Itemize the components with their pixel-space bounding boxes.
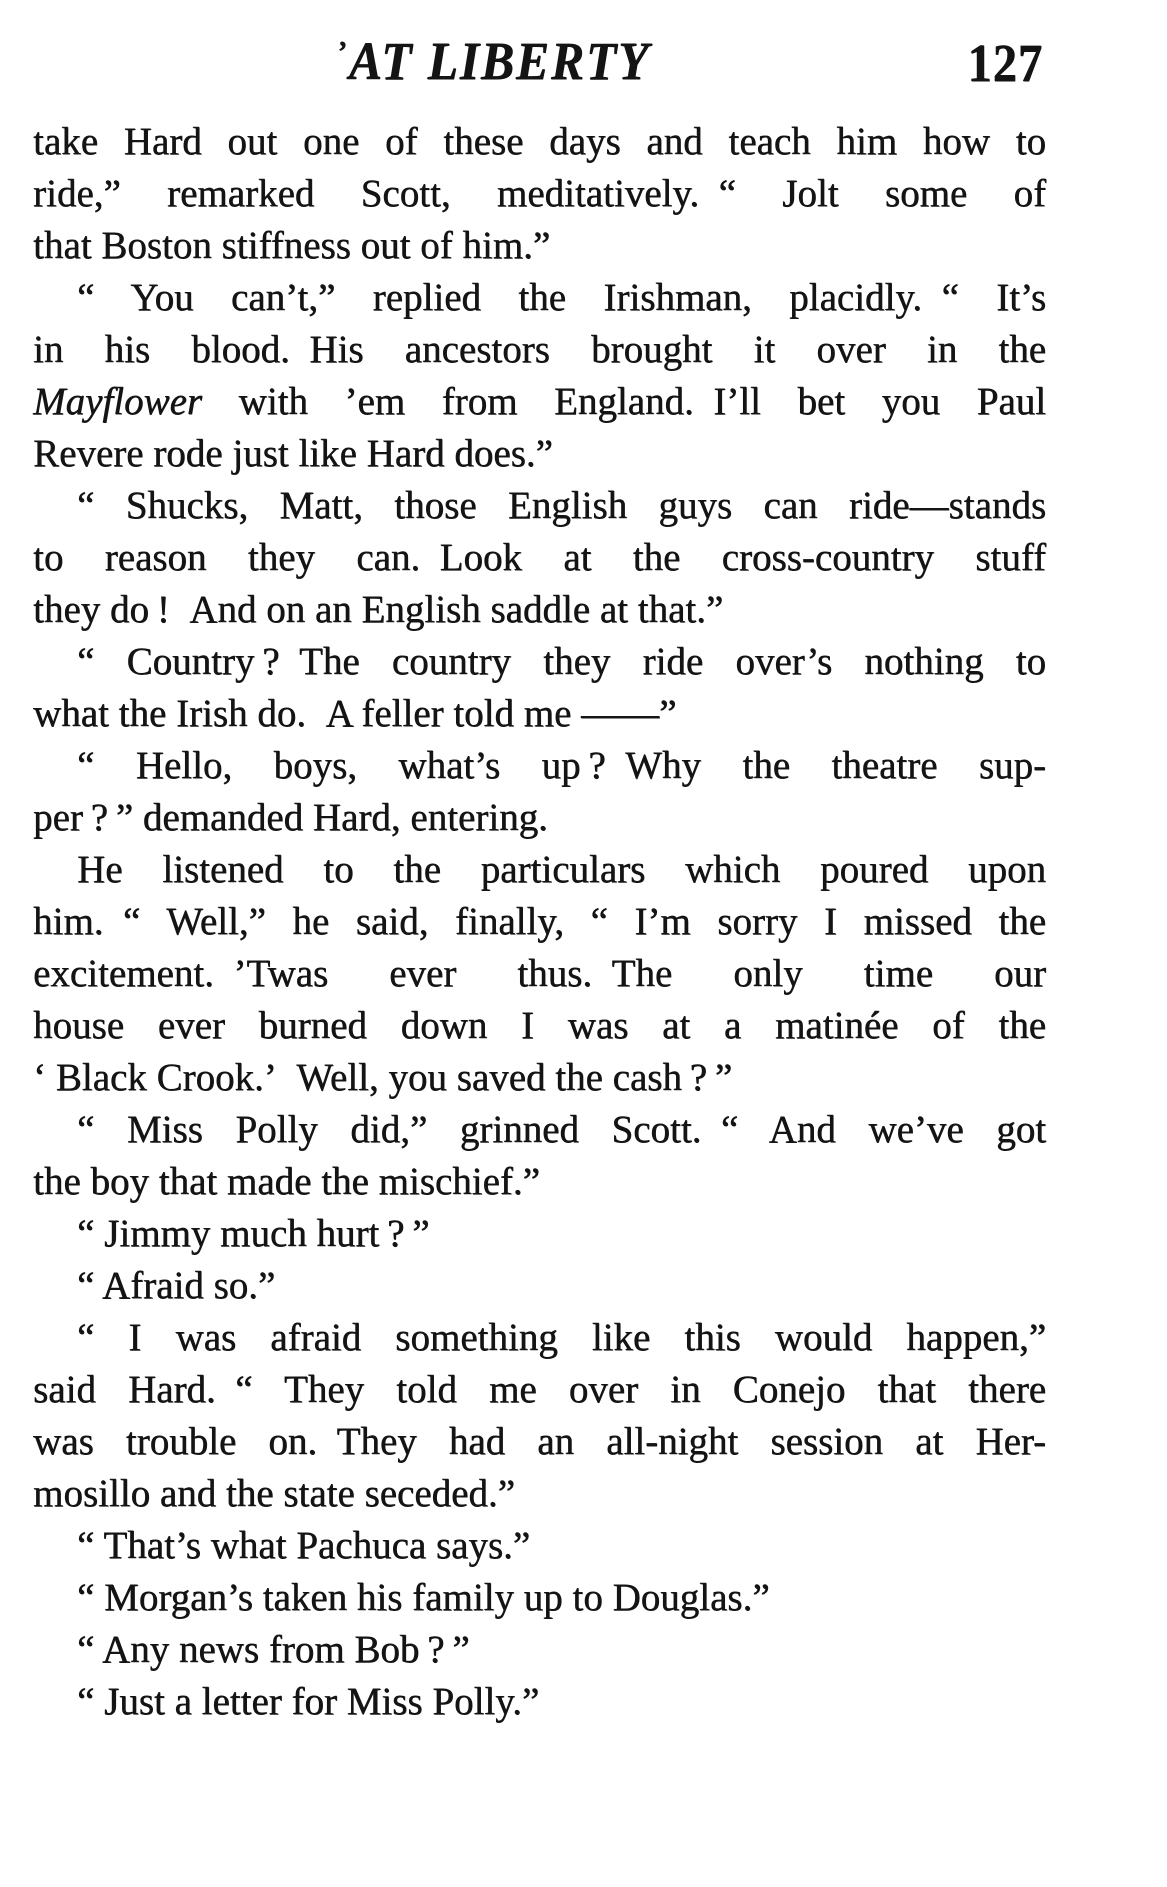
text-segment: was trouble on. They had an all-night session at Her-	[33, 1420, 1046, 1463]
text-segment: “ Afraid so.”	[77, 1264, 276, 1307]
text-segment: ‘ Black Crook.’ Well, you saved the cash ? ”	[33, 1056, 733, 1099]
paragraph	[33, 1208, 1046, 1260]
text-line	[33, 636, 1046, 688]
text-line	[33, 480, 1046, 532]
running-head-title-text: AT LIBERTY	[348, 31, 651, 91]
text-line	[33, 948, 1046, 1000]
paragraph	[33, 272, 1046, 480]
text-segment: Revere rode just like Hard does.”	[33, 432, 553, 475]
text-segment: per ? ” demanded Hard, entering.	[33, 796, 548, 839]
text-line	[33, 116, 1046, 168]
text-segment: “ Shucks, Matt, those English guys can ride—stands	[77, 484, 1046, 527]
page-number: 127	[967, 33, 1043, 93]
text-segment: “ You can’t,” replied the Irishman, placidly. “ It’s	[77, 276, 1046, 319]
text-segment: in his blood. His ancestors brought it over in the	[33, 328, 1046, 371]
italic-text: Mayflower	[33, 380, 202, 423]
text-line	[33, 532, 1046, 584]
text-segment: said Hard. “ They told me over in Conejo that there	[33, 1368, 1046, 1411]
text-segment: excitement. ’Twas ever thus. The only time our	[33, 952, 1046, 995]
text-segment: “ That’s what Pachuca says.”	[77, 1524, 531, 1567]
paragraph	[33, 1260, 1046, 1312]
text-line	[33, 688, 1046, 740]
text-line	[33, 1676, 1046, 1728]
text-line	[33, 1624, 1046, 1676]
text-segment: “ Jimmy much hurt ? ”	[77, 1212, 430, 1255]
text-line	[33, 168, 1046, 220]
text-segment: “ Country ? The country they ride over’s nothing to	[77, 640, 1046, 683]
scan-artifact-mark: ’	[337, 35, 349, 68]
text-line	[33, 1572, 1046, 1624]
text-line	[33, 1000, 1046, 1052]
text-line	[33, 1364, 1046, 1416]
text-segment: ride,” remarked Scott, meditatively. “ Jolt some of	[33, 172, 1046, 215]
text-segment: He listened to the particulars which poured upon	[77, 848, 1046, 891]
paragraph	[33, 116, 1046, 272]
text-line	[33, 220, 1046, 272]
text-line	[33, 896, 1046, 948]
text-line	[33, 844, 1046, 896]
paragraph	[33, 1312, 1046, 1520]
paragraph	[33, 740, 1046, 844]
text-line	[33, 1260, 1046, 1312]
text-segment: him. “ Well,” he said, finally, “ I’m sorry I missed the	[33, 900, 1046, 943]
paragraph	[33, 480, 1046, 636]
text-line	[33, 376, 1046, 428]
text-segment: “ Just a letter for Miss Polly.”	[77, 1680, 540, 1723]
text-line	[33, 1416, 1046, 1468]
text-segment: “ Morgan’s taken his family up to Douglas.”	[77, 1576, 770, 1619]
text-segment: the boy that made the mischief.”	[33, 1160, 540, 1203]
paragraph	[33, 636, 1046, 740]
text-segment: “ Miss Polly did,” grinned Scott. “ And we’ve got	[77, 1108, 1046, 1151]
text-segment: what the Irish do. A feller told me ——”	[33, 692, 677, 735]
text-segment: take Hard out one of these days and teach him how to	[33, 120, 1046, 163]
text-line	[33, 1208, 1046, 1260]
paragraph	[33, 1520, 1046, 1572]
paragraph	[33, 1572, 1046, 1624]
page-body	[33, 116, 1046, 1728]
text-line	[33, 1104, 1046, 1156]
text-segment: that Boston stiffness out of him.”	[33, 224, 551, 267]
text-segment: to reason they can. Look at the cross-country stuff	[33, 536, 1046, 579]
paragraph	[33, 844, 1046, 1104]
text-segment: “ Hello, boys, what’s up ? Why the theatre sup-	[77, 744, 1046, 787]
text-line	[33, 584, 1046, 636]
paragraph	[33, 1624, 1046, 1676]
text-line	[33, 1156, 1046, 1208]
text-segment: mosillo and the state seceded.”	[33, 1472, 515, 1515]
paragraph	[33, 1104, 1046, 1208]
text-segment: “ Any news from Bob ? ”	[77, 1628, 470, 1671]
text-line	[33, 792, 1046, 844]
text-segment: house ever burned down I was at a matinée of the	[33, 1004, 1046, 1047]
text-segment: “ I was afraid something like this would happen,”	[77, 1316, 1046, 1359]
text-segment: they do ! And on an English saddle at that.”	[33, 588, 724, 631]
paragraph	[33, 1676, 1046, 1728]
text-line	[33, 1468, 1046, 1520]
text-line	[33, 428, 1046, 480]
text-line	[33, 272, 1046, 324]
text-line	[33, 1312, 1046, 1364]
text-line	[33, 1052, 1046, 1104]
text-line	[33, 1520, 1046, 1572]
text-line	[33, 740, 1046, 792]
text-segment: with ’em from England. I’ll bet you Paul	[201, 380, 1046, 423]
text-line	[33, 324, 1046, 376]
running-head-title	[338, 30, 650, 92]
